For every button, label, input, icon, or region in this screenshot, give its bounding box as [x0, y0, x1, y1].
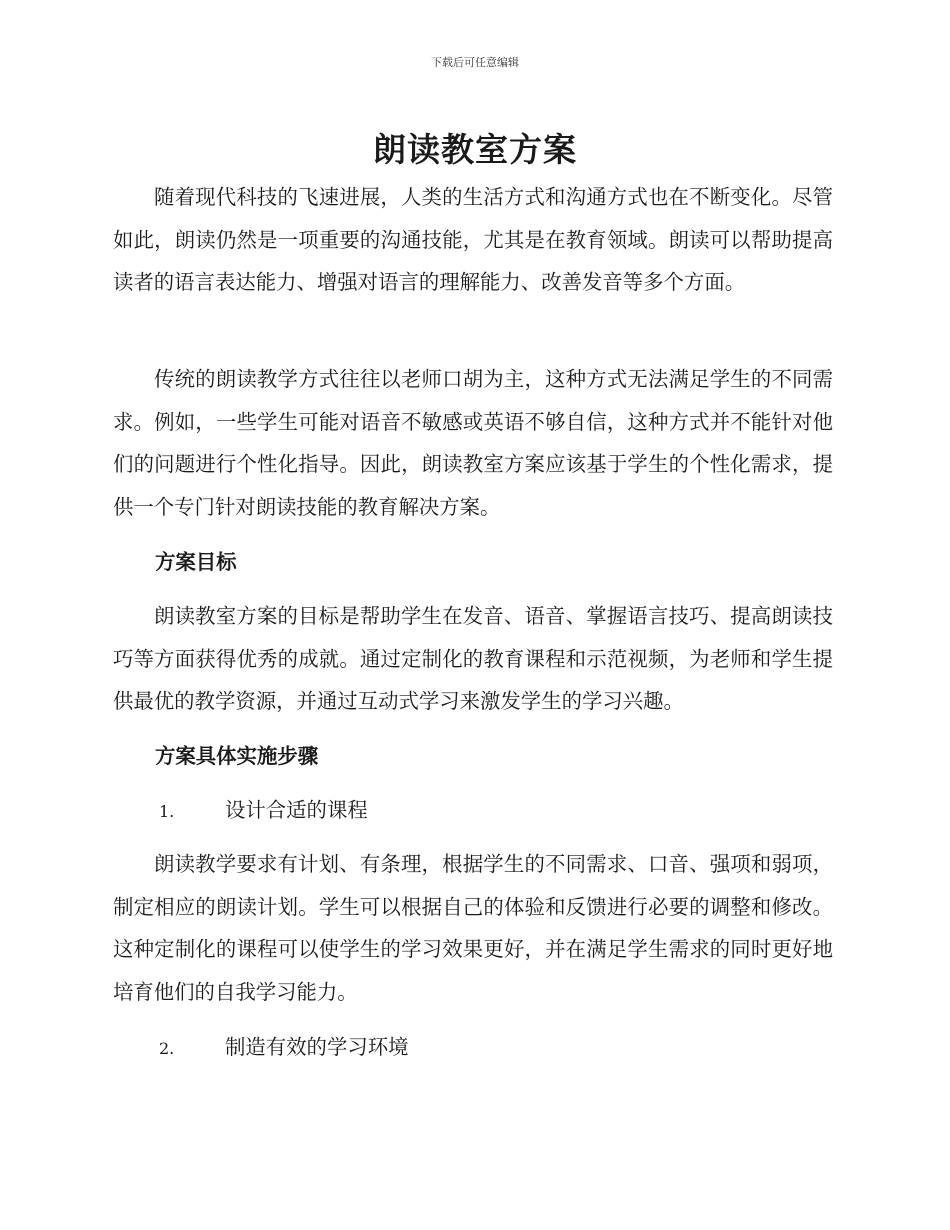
list-item-step-2 [159, 1032, 409, 1064]
paragraph-intro: 随着现代科技的飞速进展，人类的生活方式和沟通方式也在不断变化。尽管如此，朗读仍然是一项重要的沟通技能，尤其是在教育领域。朗读可以帮助提高读者的语言表达能力、增强对语言的理解能力、改善发音等多个方面。 [113, 185, 833, 294]
header-note: 下载后可任意编辑 [431, 56, 519, 69]
heading-steps: 方案具体实施步骤 [155, 744, 319, 768]
paragraph-traditional: 传统的朗读教学方式往往以老师口胡为主，这种方式无法满足学生的不同需求。例如，一些学生可能对语音不敏感或英语不够自信，这种方式并不能针对他们的问题进行个性化指导。因此，朗读教室方案应该基于学生的个性化需求，提供一个专门针对朗读技能的教育解决方案。 [113, 367, 833, 519]
paragraph-step1: 朗读教学要求有计划、有条理，根据学生的不同需求、口音、强项和弱项，制定相应的朗读计划。学生可以根据自己的体验和反馈进行必要的调整和修改。这种定制化的课程可以使学生的学习效果更好，并在满足学生需求的同时更好地培育他们的自我学习能力。 [113, 852, 833, 1004]
heading-goal: 方案目标 [155, 550, 237, 574]
list-number: 1. [159, 802, 175, 821]
list-item-step-1 [159, 795, 368, 827]
list-item-label: 制造有效的学习环境 [225, 1035, 409, 1059]
list-item-label: 设计合适的课程 [225, 798, 368, 822]
paragraph-goal: 朗读教室方案的目标是帮助学生在发音、语音、掌握语言技巧、提高朗读技巧等方面获得优秀的成就。通过定制化的教育课程和示范视频，为老师和学生提供最优的教学资源，并通过互动式学习来激发学生的学习兴趣。 [113, 604, 833, 713]
list-number: 2. [159, 1039, 175, 1058]
page-title: 朗读教室方案 [373, 130, 577, 169]
